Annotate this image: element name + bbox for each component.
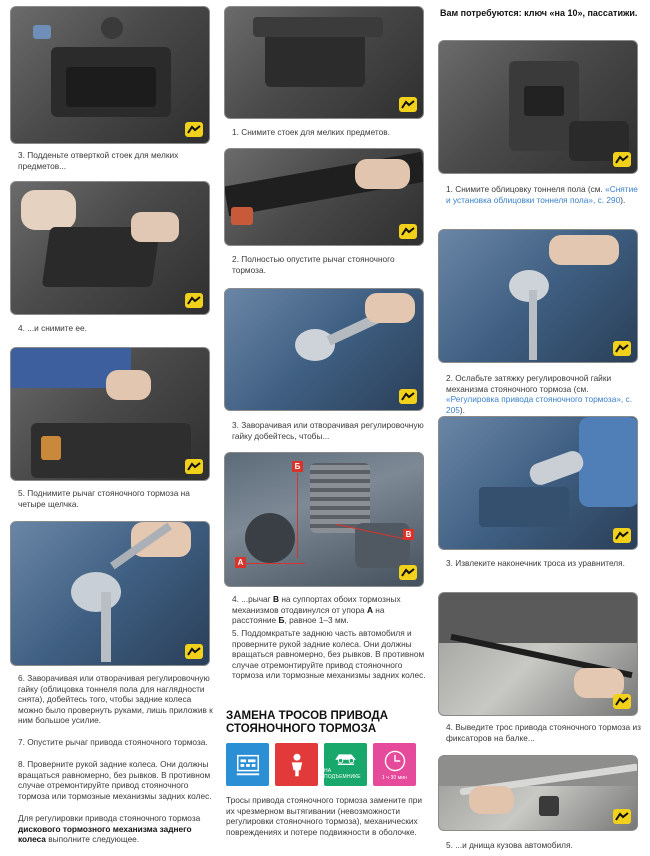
camera-badge-icon <box>613 152 631 167</box>
photo-right-3 <box>438 416 638 550</box>
caption-right5: 5. ...и днища кузова автомобиля. <box>446 840 573 850</box>
caption-left4: 4. ...и снимите ее. <box>18 323 87 333</box>
section-body: Тросы привода стояночного тормоза замените при их чрезмерном вытягивании (невозможности регулировки стояночного тормоза), механических повреждениях и потере подвижности в оболочке. <box>226 795 422 837</box>
caption-mid3: 3. Заворачивая или отворачивая регулировочную гайку добейтесь, чтобы... <box>232 420 424 441</box>
caption-left6: 6. Заворачивая или отворачивая регулировочную гайку (облицовка тоннеля пола для наглядности снята), добейтесь того, чтобы задние колеса можно было провернуть руками, лишь приложив к ним большое усилие. <box>18 673 213 726</box>
caption-right2: 2. Ослабьте затяжку регулировочной гайки механизма стояночного тормоза (см. «Регулировка привода стояночного тормоза», с. 205). <box>446 373 632 415</box>
photo-right-1 <box>438 40 638 174</box>
caption-mid2: 2. Полностью опустите рычаг стояночного тормоза. <box>232 254 395 275</box>
caption-left5: 5. Поднимите рычаг стояночного тормоза на четыре щелчка. <box>18 488 190 509</box>
camera-badge-icon <box>185 293 203 308</box>
wrench-icon <box>226 743 269 786</box>
time-label: 1 ч 30 мин <box>381 775 408 781</box>
caption-left3: 3. Подденьте отверткой стоек для мелких предметов... <box>18 150 179 171</box>
photo-mid-4-labeled <box>224 452 424 587</box>
camera-badge-icon <box>613 341 631 356</box>
section-heading: ЗАМЕНА ТРОСОВ ПРИВОДА СТОЯНОЧНОГО ТОРМОЗА <box>226 710 389 735</box>
camera-badge-icon <box>399 97 417 112</box>
photo-right-5 <box>438 755 638 831</box>
caption-mid1: 1. Снимите стоек для мелких предметов. <box>232 127 390 137</box>
photo-mid-2 <box>224 148 424 246</box>
caption-mid5: 5. Поддомкратьте заднюю часть автомобиля и проверните рукой задние колеса. Они должны вращаться равномерно, без рывков. В противном случае отремонтируйте привод стояночного тормоза или тормозные механизмы задних колес. <box>232 628 426 681</box>
label-a: А <box>235 557 246 568</box>
label-b: Б <box>292 461 303 472</box>
caption-mid4: 4. ...рычаг В на суппортах обоих тормозных механизмов отодвинулся от упора А на расстояние Б, равное 1–3 мм. <box>232 594 401 626</box>
label-v: В <box>403 529 414 540</box>
photo-left-2 <box>10 181 210 315</box>
camera-badge-icon <box>613 809 631 824</box>
caption-left7: 7. Опустите рычаг привода стояночного тормоза. <box>18 737 208 747</box>
car-lift-icon <box>324 743 367 786</box>
clock-icon <box>373 743 416 786</box>
camera-badge-icon <box>399 565 417 580</box>
tools-needed: Вам потребуются: ключ «на 10», пассатижи. <box>440 8 638 18</box>
lift-label: НА ПОДЪЕМНИКЕ <box>324 768 361 780</box>
photo-left-3 <box>10 347 210 481</box>
camera-badge-icon <box>399 389 417 404</box>
caption-left9: Для регулировки привода стояночного тормоза дискового тормозного механизма заднего колеса выполните следующее. <box>18 813 201 845</box>
caption-right1: 1. Снимите облицовку тоннеля пола (см. «Снятие и установка облицовки тоннеля пола», с. 290). <box>446 184 638 205</box>
camera-badge-icon <box>613 694 631 709</box>
camera-badge-icon <box>613 528 631 543</box>
caption-left8: 8. Проверните рукой задние колеса. Они должны вращаться равномерно, без рывков. В противном случае отремонтируйте привод стояночного тормоза или тормозные механизмы задних колес. <box>18 759 212 801</box>
person-icon <box>275 743 318 786</box>
photo-mid-3 <box>224 288 424 411</box>
photo-left-4 <box>10 521 210 666</box>
photo-mid-1 <box>224 6 424 119</box>
caption-right3: 3. Извлеките наконечник троса из уравнителя. <box>446 558 625 568</box>
camera-badge-icon <box>185 122 203 137</box>
photo-right-2 <box>438 229 638 363</box>
camera-badge-icon <box>185 459 203 474</box>
photo-right-4 <box>438 592 638 716</box>
photo-left-1 <box>10 6 210 144</box>
camera-badge-icon <box>399 224 417 239</box>
caption-right4: 4. Выведите трос привода стояночного тормоза из фиксаторов на балке... <box>446 722 641 743</box>
camera-badge-icon <box>185 644 203 659</box>
